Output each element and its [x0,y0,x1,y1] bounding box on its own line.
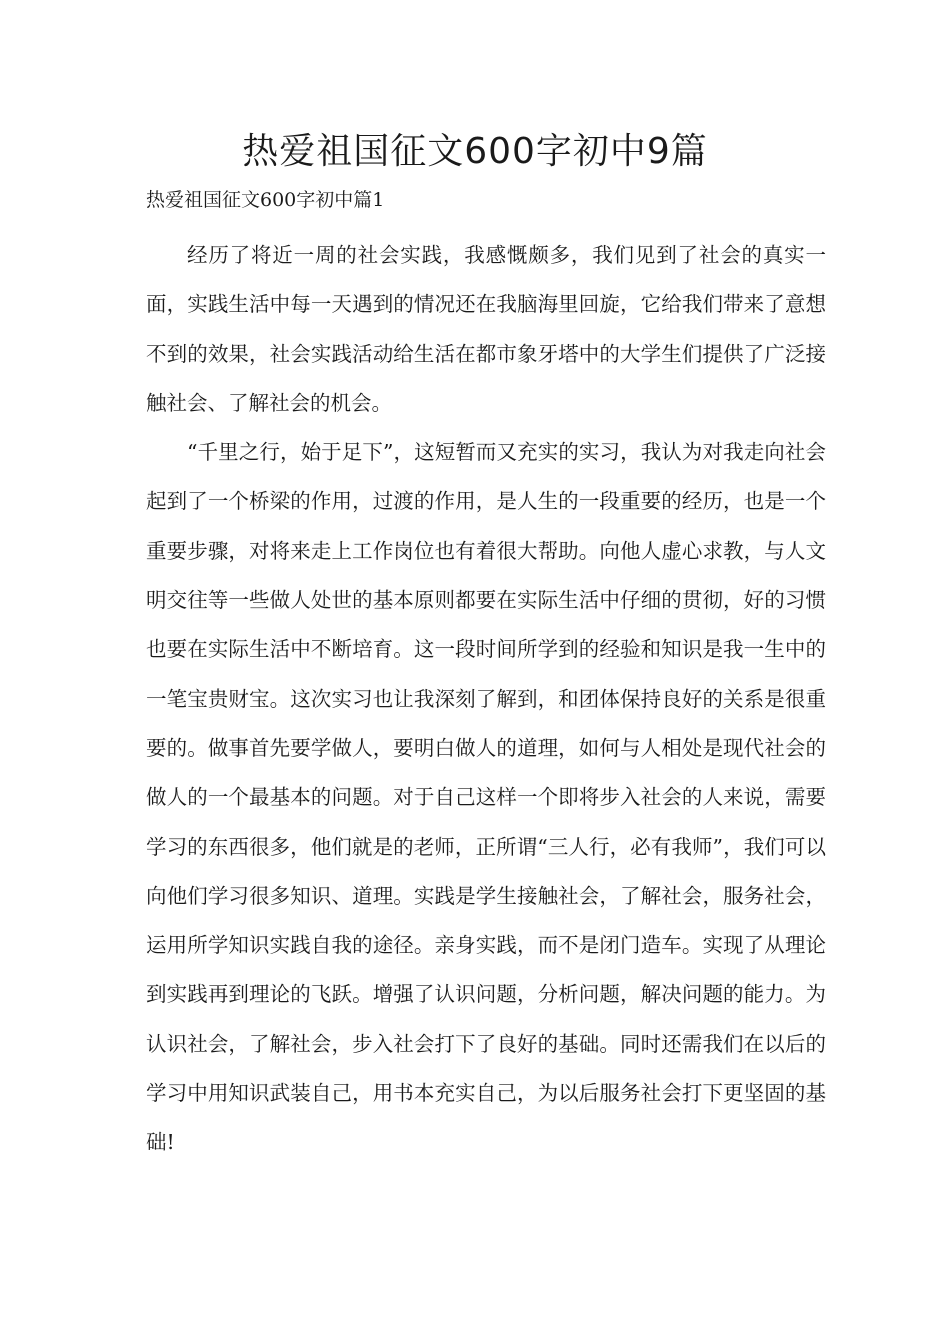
document-body [146,231,826,1168]
body-paragraph-2: “千里之行，始于足下”，这短暂而又充实的实习，我认为对我走向社会起到了一个桥梁的作用，过渡的作用，是人生的一段重要的经历，也是一个重要步骤，对将来走上工作岗位也有着很大帮助。向他人虚心求教，与人文明交往等一些做人处世的基本原则都要在实际生活中仔细的贯彻，好的习惯也要在实际生活中不断培育。这一段时间所学到的经验和知识是我一生中的一笔宝贵财宝。这次实习也让我深刻了解到，和团体保持良好的关系是很重要的。做事首先要学做人，要明白做人的道理，如何与人相处是现代社会的做人的一个最基本的问题。对于自己这样一个即将步入社会的人来说，需要学习的东西很多，他们就是的老师，正所谓“三人行，必有我师”，我们可以向他们学习很多知识、道理。实践是学生接触社会，了解社会，服务社会，运用所学知识实践自我的途径。亲身实践，而不是闭门造车。实现了从理论到实践再到理论的飞跃。增强了认识问题，分析问题，解决问题的能力。为认识社会，了解社会，步入社会打下了良好的基础。同时还需我们在以后的学习中用知识武装自己，用书本充实自己，为以后服务社会打下更坚固的基础! [146,440,826,1155]
body-paragraph-1: 经历了将近一周的社会实践，我感慨颇多，我们见到了社会的真实一面，实践生活中每一天遇到的情况还在我脑海里回旋，它给我们带来了意想不到的效果，社会实践活动给生活在都市象牙塔中的大学生们提供了广泛接触社会、了解社会的机会。 [146,243,826,415]
section-heading: 热爱祖国征文600字初中篇1 [146,189,385,211]
document-title: 热爱祖国征文600字初中9篇 [242,131,708,172]
